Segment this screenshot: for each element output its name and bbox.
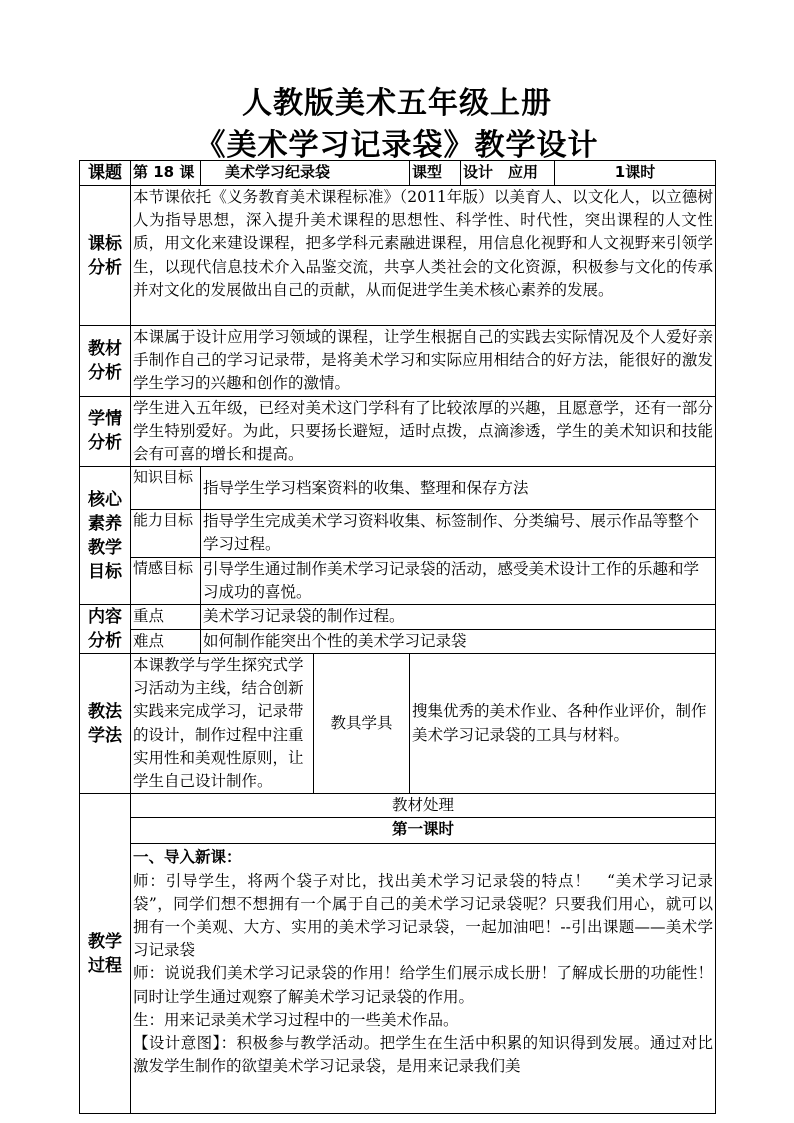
process-paragraph: 生：用来记录美术学习过程中的一些美术作品。 <box>133 1010 459 1029</box>
lesson-number: 第 18 课 <box>131 161 201 186</box>
type-value: 设计 应用 <box>461 161 555 186</box>
label-material: 教材分析 <box>80 326 131 397</box>
goal-text: 指导学生学习档案资料的收集、整理和保存方法 <box>201 467 716 510</box>
curriculum-row <box>80 186 716 326</box>
goal-row-emotion <box>80 557 716 604</box>
tools-label: 教具学具 <box>314 654 410 794</box>
label-curriculum: 课标分析 <box>80 186 131 326</box>
content-name: 重点 <box>131 605 201 630</box>
process-content-row <box>80 844 716 1114</box>
process-paragraph: 师：说说我们美术学习记录袋的作用！给学生们展示成长册！了解成长册的功能性！同时让学生通过观察了解美术学习记录袋的作用。 <box>133 964 714 1006</box>
goal-name: 能力目标 <box>131 510 201 557</box>
goal-row-knowledge <box>80 467 716 510</box>
process-paragraph: 【设计意图】：积极参与教学活动。把学生在生活中积累的知识得到发展。通过对比激发学生制作的欲望美术学习记录袋，是用来记录我们美 <box>133 1034 714 1076</box>
method-row <box>80 654 716 794</box>
label-method: 教法学法 <box>80 654 131 794</box>
material-row <box>80 326 716 397</box>
lesson-plan-table <box>79 160 716 1114</box>
document-title-line1: 人教版美术五年级上册 <box>242 86 552 121</box>
content-name: 难点 <box>131 629 201 654</box>
label-process: 教学过程 <box>80 794 131 1114</box>
class-hours: 1课时 <box>555 161 716 186</box>
process-lesson-title-row <box>80 818 716 844</box>
goal-row-ability <box>80 510 716 557</box>
learner-row <box>80 396 716 467</box>
process-section-title: 一、导入新课： <box>133 848 242 867</box>
goal-text: 引导学生通过制作美术学习记录袋的活动，感受美术设计工作的乐趣和学习成功的喜悦。 <box>201 557 716 604</box>
material-text: 本课属于设计应用学习领域的课程，让学生根据自己的实践去实际情况及个人爱好亲手制作自己的学习记录带，是将美术学习和实际应用相结合的好方法，能很好的激发学生学习的兴趣和创作的激情。 <box>131 326 716 397</box>
goal-name: 知识目标 <box>131 467 201 510</box>
learner-text: 学生进入五年级，已经对美术这门学科有了比较浓厚的兴趣，且愿意学，还有一部分学生特别爱好。为此，只要扬长避短，适时点拨，点滴渗透，学生的美术知识和技能会有可喜的增长和提高。 <box>131 396 716 467</box>
tools-text: 搜集优秀的美术作业、各种作业评价，制作美术学习记录袋的工具与材料。 <box>410 654 716 794</box>
method-text: 本课教学与学生探究式学习活动为主线，结合创新实践来完成学习，记录带的设计，制作过程中注重实用性和美观性原则，让学生自己设计制作。 <box>131 654 314 794</box>
content-row-difficult <box>80 629 716 654</box>
content-text: 如何制作能突出个性的美术学习记录袋 <box>201 629 716 654</box>
label-type: 课型 <box>410 161 461 186</box>
process-column-header: 教材处理 <box>131 794 716 818</box>
content-text: 美术学习记录袋的制作过程。 <box>201 605 716 630</box>
lesson-name: 美术学习纪录袋 <box>201 161 410 186</box>
content-row-key <box>80 605 716 630</box>
label-learner: 学情分析 <box>80 396 131 467</box>
label-goals: 核心素养教学目标 <box>80 467 131 605</box>
document-title-line2: 《美术学习记录袋》教学设计 <box>195 128 599 163</box>
header-row <box>80 161 716 186</box>
process-content <box>131 844 716 1114</box>
goal-text: 指导学生完成美术学习资料收集、标签制作、分类编号、展示作品等整个学习过程。 <box>201 510 716 557</box>
process-header-row <box>80 794 716 818</box>
process-paragraph: 师：引导学生，将两个袋子对比，找出美术学习记录袋的特点！ “美术学习记录袋”，同学们想不想拥有一个属于自己的美术学习记录袋呢？只要我们用心，就可以拥有一个美观、大方、实用的美术学习记录袋，一起加油吧！--引出课题——美术学习记录袋 <box>133 871 714 960</box>
process-lesson-title: 第一课时 <box>131 818 716 844</box>
goal-name: 情感目标 <box>131 557 201 604</box>
label-keti: 课题 <box>80 161 131 186</box>
label-content: 内容分析 <box>80 605 131 654</box>
curriculum-text: 本节课依托《义务教育美术课程标准》（2011年版）以美育人、以文化人，以立德树人为指导思想，深入提升美术课程的思想性、科学性、时代性，突出课程的人文性质，用文化来建设课程，把多学科元素融进课程，用信息化视野和人文视野来引领学生，以现代信息技术介入品鉴交流，共享人类社会的文化资源，积极参与文化的传承并对文化的发展做出自己的贡献，从而促进学生美术核心素养的发展。 <box>131 186 716 326</box>
